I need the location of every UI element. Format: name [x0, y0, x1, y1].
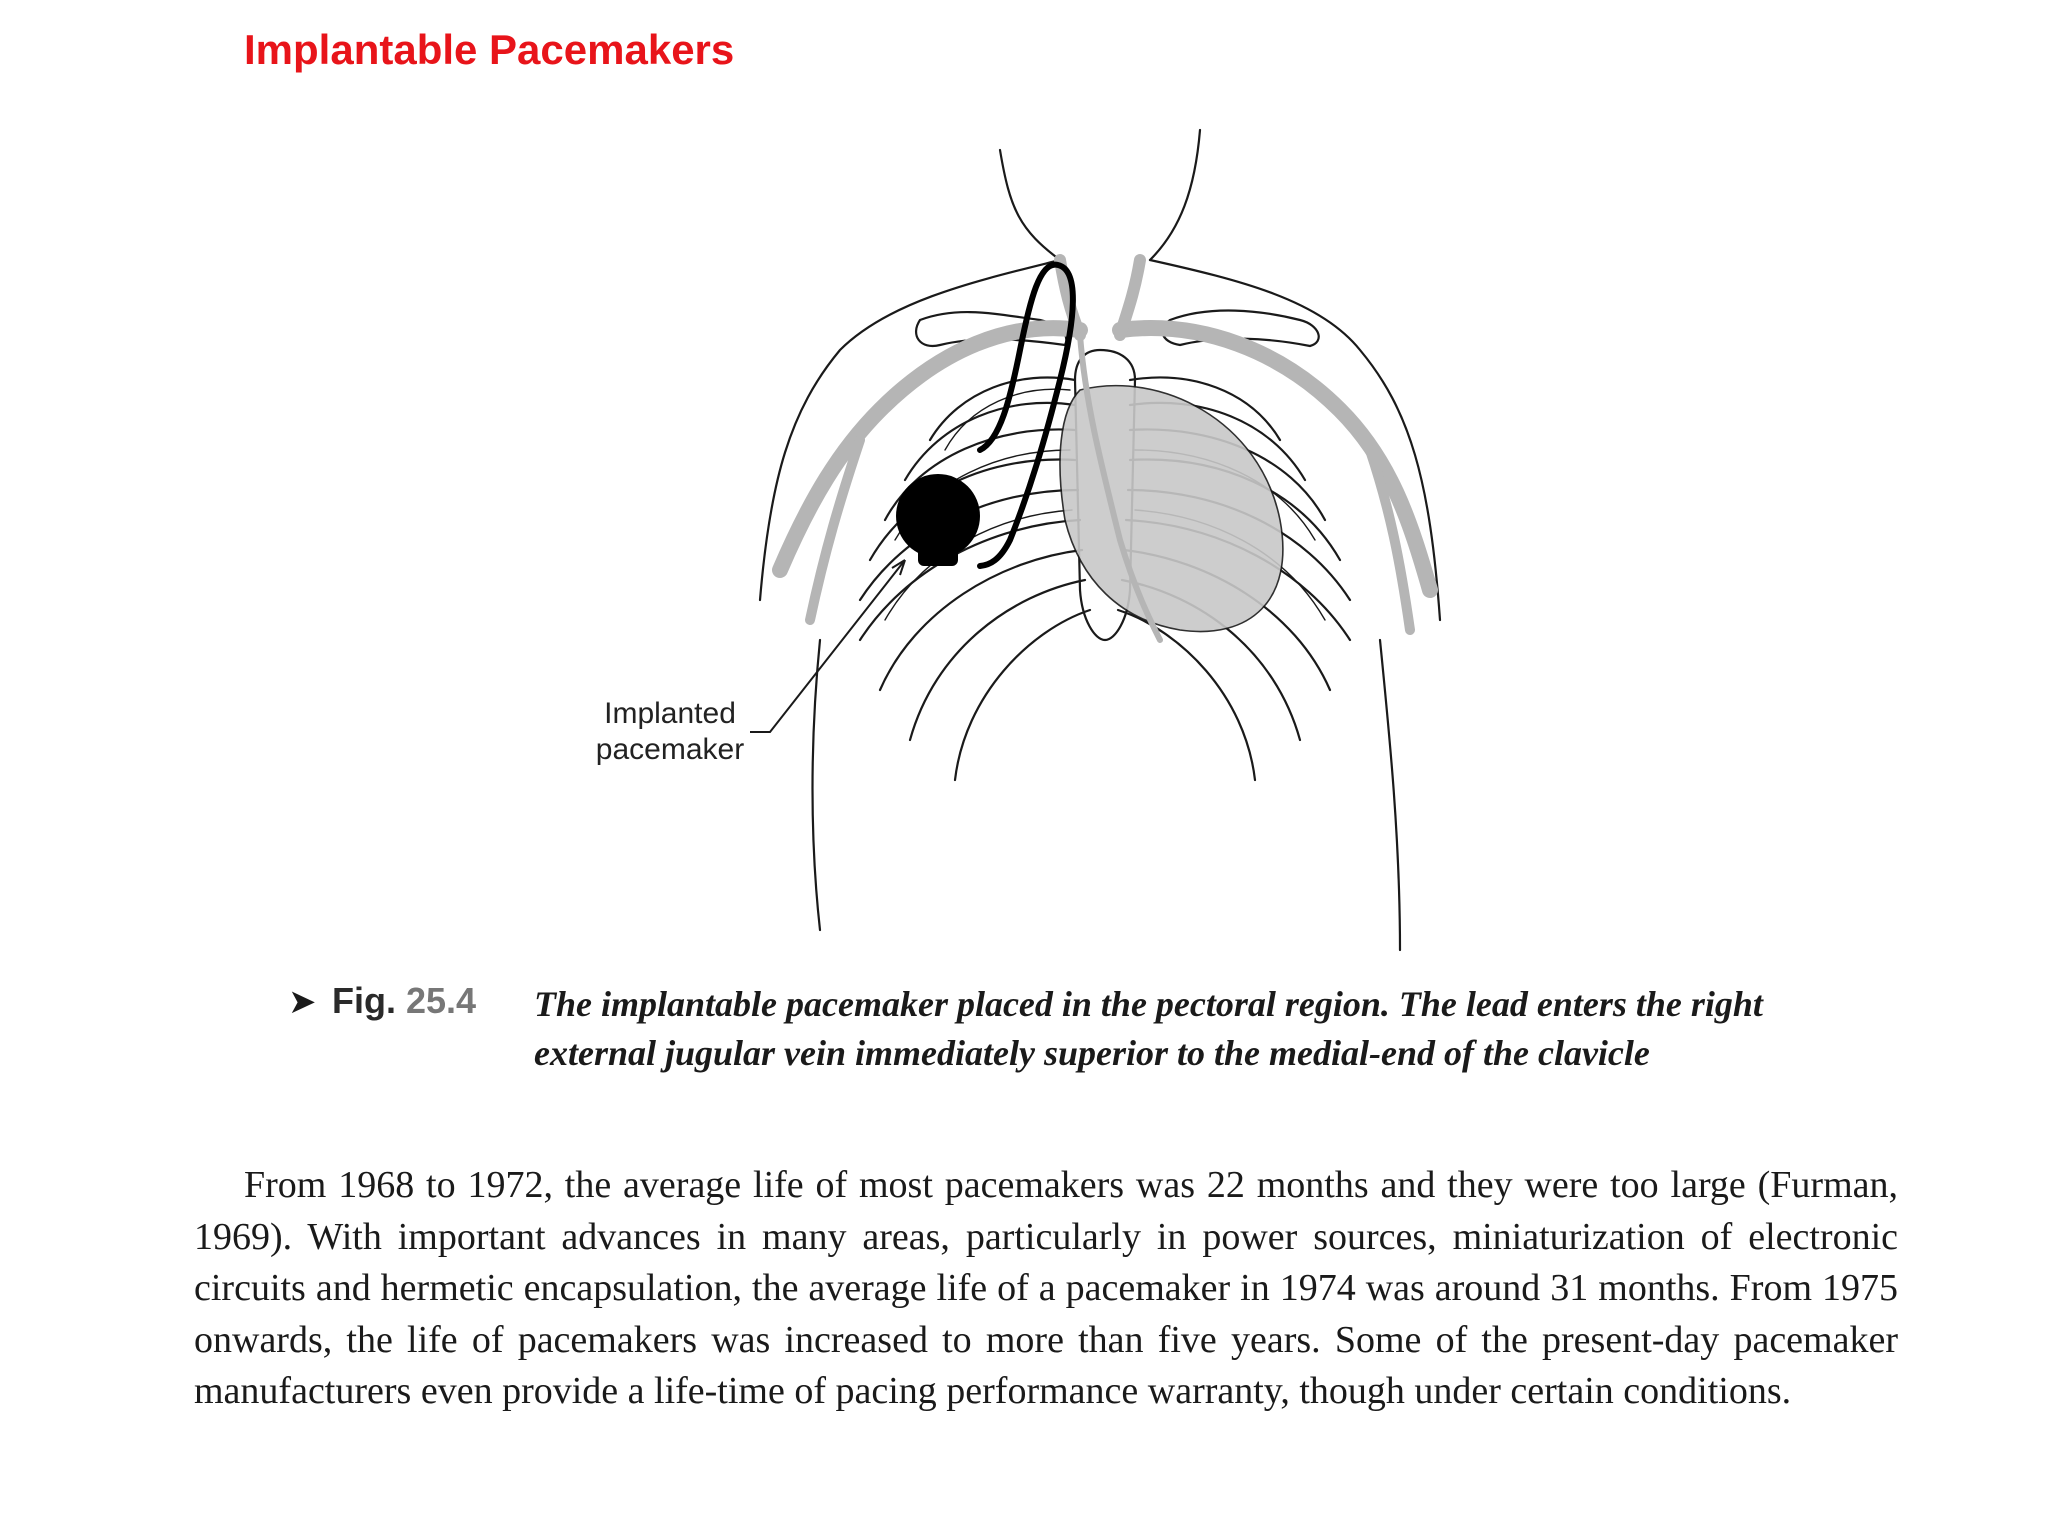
body-paragraph: From 1968 to 1972, the average life of most pacemakers was 22 months and they were too large (Furman, 1969). With important advances in many areas, particularly in power sources, miniaturization of electronic circuits and hermetic encapsulation, the average life of a pacemaker in 1974 was around 31 months. From 1975 onwards, the life of pacemakers was increased to more than five years. Some of the present-day pacemaker manufacturers even provide a life-time of pacing performance warranty, though under certain conditions.: [194, 1164, 1898, 1412]
chest-anatomy-illustration: [560, 120, 1520, 960]
slide-title: Implantable Pacemakers: [244, 26, 735, 73]
figure-number: [332, 980, 476, 1022]
callout-line: [750, 560, 905, 732]
figure-word: Fig.: [332, 980, 396, 1021]
torso-outline: [760, 260, 1060, 600]
chevron-right-icon: ➤: [288, 982, 317, 1022]
neck-outline: [1000, 150, 1060, 260]
figure-number-value: 25.4: [406, 980, 477, 1021]
figure-callout-label: Implanted pacemaker: [595, 697, 745, 766]
caption-text: The implantable pacemaker placed in the pectoral region. The lead enters the right external jugular vein immediately superior to the medial-end of the clavicle: [534, 984, 1763, 1073]
